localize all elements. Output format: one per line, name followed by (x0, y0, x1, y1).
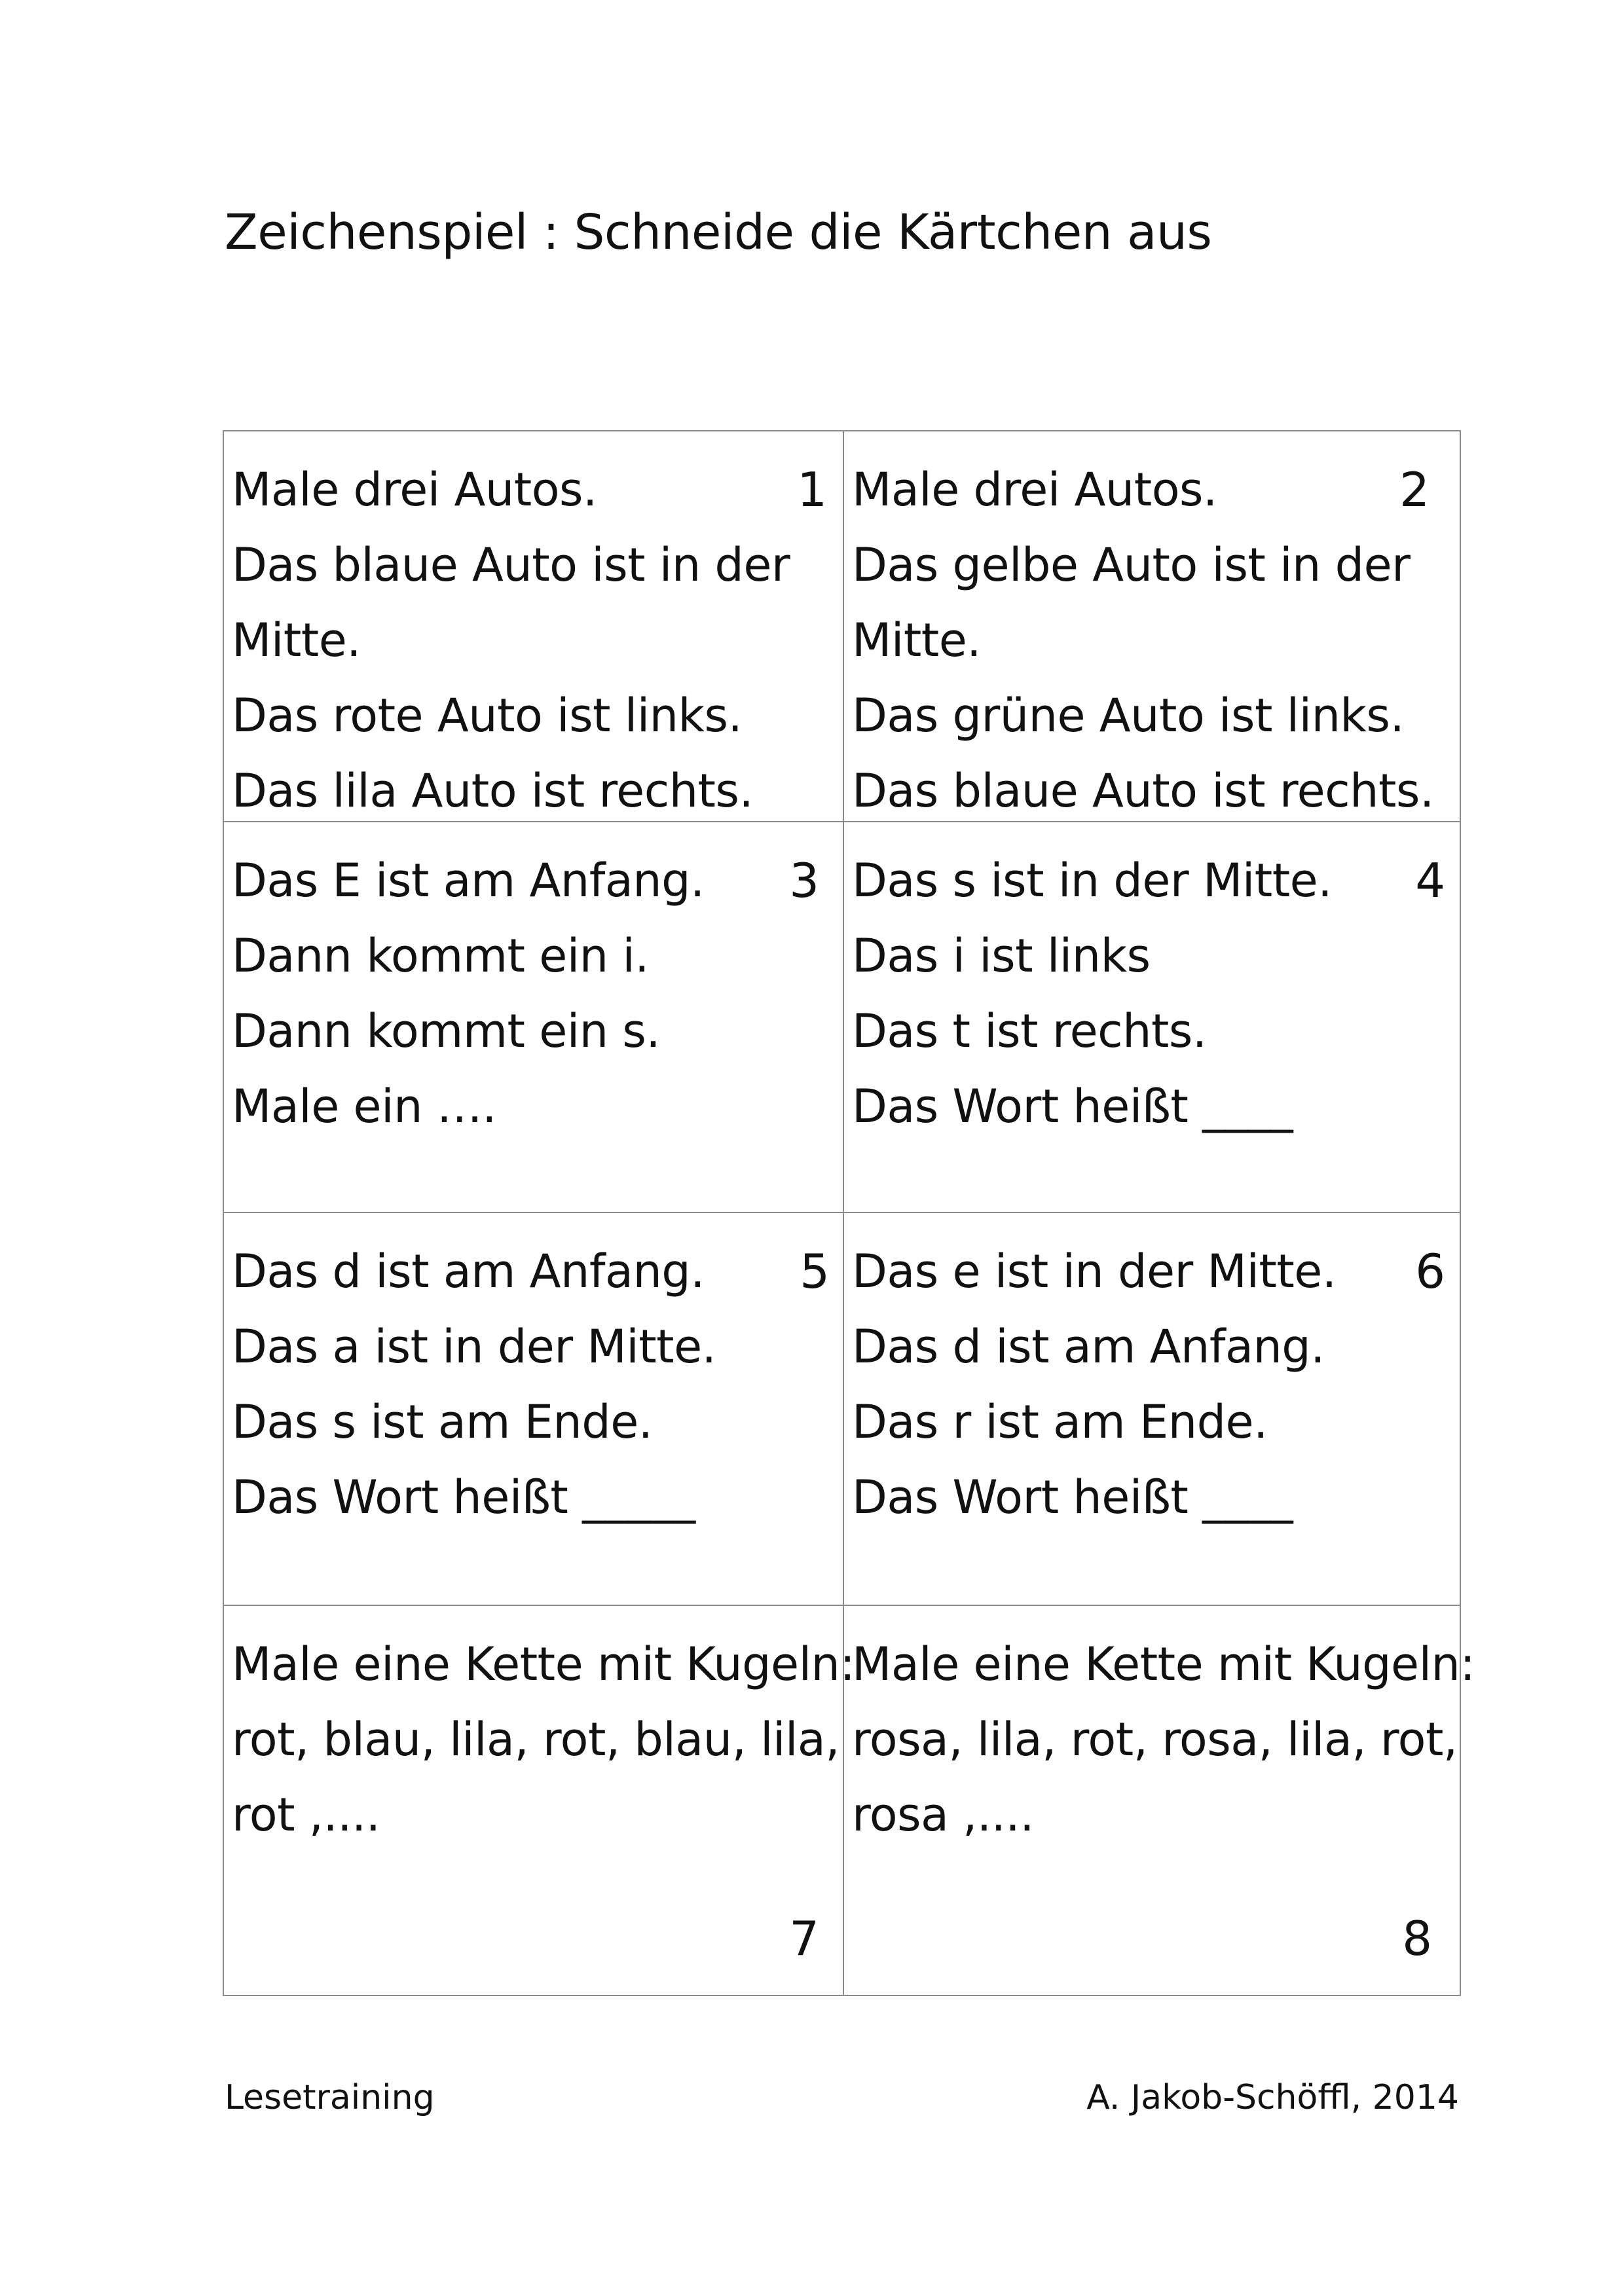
card-line: Das blaue Auto ist in der (232, 538, 790, 592)
card-line: Mitte. (852, 613, 982, 667)
card-4 (843, 821, 1461, 1212)
card-line: Das rote Auto ist links. (232, 689, 743, 742)
card-line: rosa, lila, rot, rosa, lila, rot, (852, 1713, 1458, 1766)
card-line: rosa ,.... (852, 1788, 1034, 1842)
card-2 (843, 430, 1461, 821)
card-line: Das t ist rechts. (852, 1004, 1207, 1058)
card-line: Das lila Auto ist rechts. (232, 764, 754, 818)
card-line: Male drei Autos. (232, 463, 597, 517)
card-line: Male ein …. (232, 1080, 496, 1133)
card-line: Das d ist am Anfang. (232, 1245, 705, 1298)
card-line: Das gelbe Auto ist in der (852, 538, 1411, 592)
card-line: rot, blau, lila, rot, blau, lila, (232, 1713, 840, 1766)
card-line: Das r ist am Ende. (852, 1395, 1268, 1449)
card-line: Male drei Autos. (852, 463, 1217, 517)
card-number: 6 (1415, 1244, 1445, 1299)
card-line: rot ,.... (232, 1788, 380, 1842)
card-number: 8 (1402, 1911, 1432, 1966)
card-line: Male eine Kette mit Kugeln: (852, 1637, 1475, 1691)
card-line: Das d ist am Anfang. (852, 1320, 1325, 1374)
card-3 (223, 821, 843, 1212)
card-line: Das a ist in der Mitte. (232, 1320, 716, 1374)
card-8 (843, 1605, 1475, 1996)
card-number: 5 (800, 1244, 830, 1299)
footer-author: A. Jakob-Schöffl, 2014 (1086, 2078, 1459, 2117)
card-line: Das E ist am Anfang. (232, 854, 705, 907)
card-line: Dann kommt ein s. (232, 1004, 661, 1058)
card-number: 7 (789, 1911, 819, 1966)
card-line: Das i ist links (852, 929, 1151, 983)
card-7 (223, 1605, 855, 1996)
card-line: Dann kommt ein i. (232, 929, 650, 983)
card-number: 2 (1399, 462, 1430, 517)
card-5 (223, 1212, 843, 1605)
card-line: Das Wort heißt ____ (852, 1080, 1293, 1133)
footer-label: Lesetraining (225, 2078, 435, 2117)
card-grid (223, 430, 1475, 1996)
card-6 (843, 1212, 1461, 1605)
card-number: 1 (797, 462, 827, 517)
card-line: Das e ist in der Mitte. (852, 1245, 1337, 1298)
card-line: Das Wort heißt ____ (852, 1470, 1293, 1524)
page-title: Zeichenspiel : Schneide die Kärtchen aus (225, 204, 1212, 261)
card-line: Das blaue Auto ist rechts. (852, 764, 1434, 818)
card-line: Mitte. (232, 613, 361, 667)
card-line: Male eine Kette mit Kugeln: (232, 1637, 855, 1691)
card-number: 3 (789, 853, 819, 908)
card-line: Das Wort heißt _____ (232, 1470, 695, 1524)
card-1 (223, 430, 843, 821)
card-number: 4 (1415, 853, 1445, 908)
card-line: Das s ist in der Mitte. (852, 854, 1333, 907)
card-line: Das s ist am Ende. (232, 1395, 653, 1449)
card-line: Das grüne Auto ist links. (852, 689, 1405, 742)
